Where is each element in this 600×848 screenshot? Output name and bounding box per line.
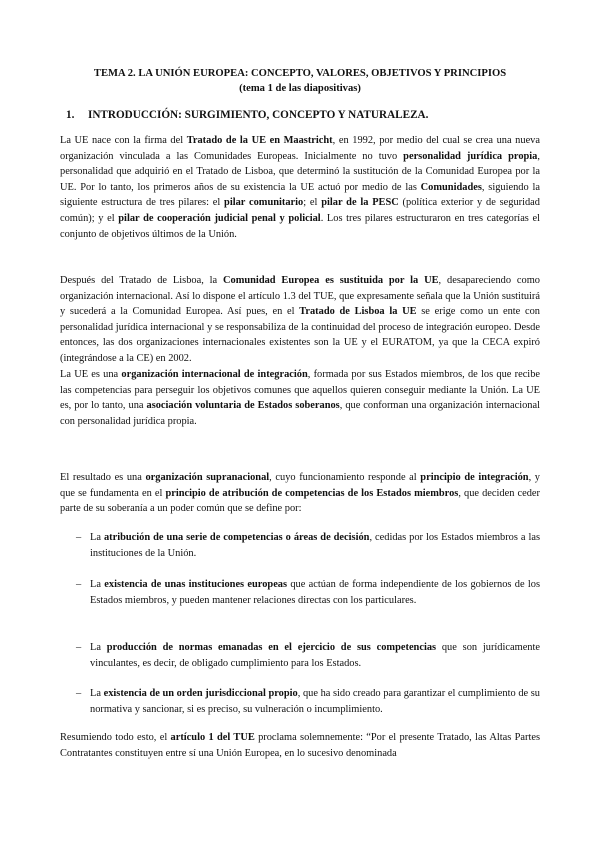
bold-run: Tratado de la UE en Maastricht bbox=[186, 135, 333, 146]
dash-bullet: – bbox=[76, 688, 82, 699]
text-run: Resumiendo todo esto, el bbox=[60, 732, 171, 743]
bold-run: existencia de unas instituciones europeas bbox=[104, 579, 288, 590]
text-run: se erige como un ente con personalidad jurídica internacional y se responsabiliza de la continuidad del proceso de integración europeo. Desde entonces, las dos organizaciones internacionales existentes son la UE y el EURATOM, ya que la CECA expiró (integrándose a la CE) en 2002. bbox=[60, 306, 540, 364]
text-run: El resultado es una bbox=[60, 472, 146, 483]
text-run: , personalidad que adquirió en el Tratado de Lisboa, que determinó la sustitución de la Comunidad Europea por la UE. Por lo tanto, los primeros años de su existencia la UE actuó por medio de las bbox=[60, 150, 540, 193]
bold-run: atribución de una serie de competencias o áreas de decisión bbox=[103, 532, 370, 543]
bold-run: Comunidades bbox=[420, 181, 482, 193]
text-run: La bbox=[90, 532, 104, 543]
paragraph-article-1 bbox=[60, 730, 540, 761]
dash-bullet: – bbox=[76, 579, 82, 590]
text-run: ; el bbox=[303, 197, 322, 209]
text-run: (política exterior y de seguridad común); y el bbox=[60, 197, 540, 224]
bold-run: Comunidad Europea es sustituida por la UE bbox=[223, 275, 439, 286]
bold-run: organización internacional de integración bbox=[121, 369, 308, 380]
text-run: , cuyo funcionamiento responde al bbox=[269, 472, 421, 483]
text-run: , que deciden ceder parte de su soberanía a un poder común que se define por: bbox=[60, 487, 540, 515]
title-main: TEMA 2. LA UNIÓN EUROPEA: CONCEPTO, VALORES, OBJETIVOS Y PRINCIPIOS bbox=[93, 68, 507, 79]
bold-run: principio de atribución de competencias de los Estados miembros bbox=[165, 487, 459, 499]
text-run: La bbox=[90, 579, 105, 590]
bold-run: organización supranacional bbox=[145, 472, 270, 483]
text-run: La bbox=[90, 688, 104, 699]
text-run: La UE nace con la firma del bbox=[60, 135, 187, 146]
bold-run: producción de normas emanadas en el ejercicio de sus competencias bbox=[106, 642, 437, 653]
text-run: proclama solemnemente: “Por el presente Tratado, las Altas Partes Contratantes constituyen entre sí una Unión Europea, en lo sucesivo denominada bbox=[60, 732, 540, 759]
bold-run: principio de integración bbox=[420, 472, 529, 483]
bold-run: pilar comunitario bbox=[224, 197, 304, 209]
document-title bbox=[40, 66, 560, 96]
text-run: , desapareciendo como organización internacional. Así lo dispone el artículo 1.3 del TUE, que expresamente señala que la Unión sustituirá y sucederá a la Comunidad Europea. Así pues, en el bbox=[60, 275, 540, 318]
text-run: , formada por sus Estados miembros, de los que recibe las competencias para perseguir los objetivos comunes que aquellos quieren conseguir mediante la Unión. La UE es, por lo tanto, una bbox=[60, 369, 540, 412]
paragraph-supranational bbox=[60, 470, 540, 517]
paragraph-origin bbox=[60, 133, 540, 242]
text-run: que son jurídicamente vinculantes, es decir, de obligado cumplimiento para los Estados. bbox=[90, 642, 540, 669]
bold-run: artículo 1 del TUE bbox=[170, 732, 255, 743]
title-subtitle: (tema 1 de las diapositivas) bbox=[239, 83, 361, 94]
list-item bbox=[76, 577, 540, 608]
text-run: , cedidas por los Estados miembros a las instituciones de la Unión. bbox=[90, 532, 541, 559]
section-title: INTRODUCCIÓN: SURGIMIENTO, CONCEPTO Y NATURALEZA. bbox=[88, 109, 429, 121]
paragraph-lisbon bbox=[60, 273, 540, 367]
section-number: 1. bbox=[66, 109, 75, 121]
text-run: , en 1992, por medio del cual se crea una nueva organización vinculada a las Comunidades Europeas. Inicialmente no tuvo bbox=[60, 135, 540, 162]
bold-run: asociación voluntaria de Estados soberanos bbox=[146, 400, 340, 412]
text-run: La bbox=[90, 642, 107, 653]
text-run: , siguiendo la siguiente estructura de tres pilares: el bbox=[60, 181, 540, 209]
bold-run: personalidad jurídica propia bbox=[403, 150, 538, 162]
dash-bullet: – bbox=[76, 642, 82, 653]
text-run: Después del Tratado de Lisboa, la bbox=[60, 275, 224, 286]
text-run: , que ha sido creado para garantizar el cumplimiento de su normativa y sancionar, si es preciso, su vulneración o incumplimiento. bbox=[90, 688, 540, 715]
list-item bbox=[76, 686, 540, 717]
dash-bullet: – bbox=[76, 532, 82, 543]
bold-run: pilar de la PESC bbox=[321, 197, 399, 209]
text-run: , que conforman una organización internacional con personalidad jurídica propia. bbox=[60, 400, 540, 427]
text-run: La UE es una bbox=[60, 369, 122, 380]
bold-run: Tratado de Lisboa la UE bbox=[299, 306, 417, 318]
list-item bbox=[76, 530, 541, 561]
text-run: , y que se fundamenta en el bbox=[60, 472, 540, 499]
section-heading bbox=[66, 108, 428, 122]
list-item bbox=[76, 640, 540, 671]
text-run: que actúan de forma independiente de los gobiernos de los Estados miembros, y pueden mantener relaciones directas con los particulares. bbox=[90, 579, 540, 606]
bold-run: existencia de un orden jurisdiccional propio bbox=[103, 688, 298, 699]
text-run: . Los tres pilares estructuraron en tres categorías el conjunto de objetivos últimos de la Unión. bbox=[60, 212, 541, 240]
bold-run: pilar de cooperación judicial penal y policial bbox=[118, 212, 321, 224]
paragraph-integration bbox=[60, 367, 540, 429]
